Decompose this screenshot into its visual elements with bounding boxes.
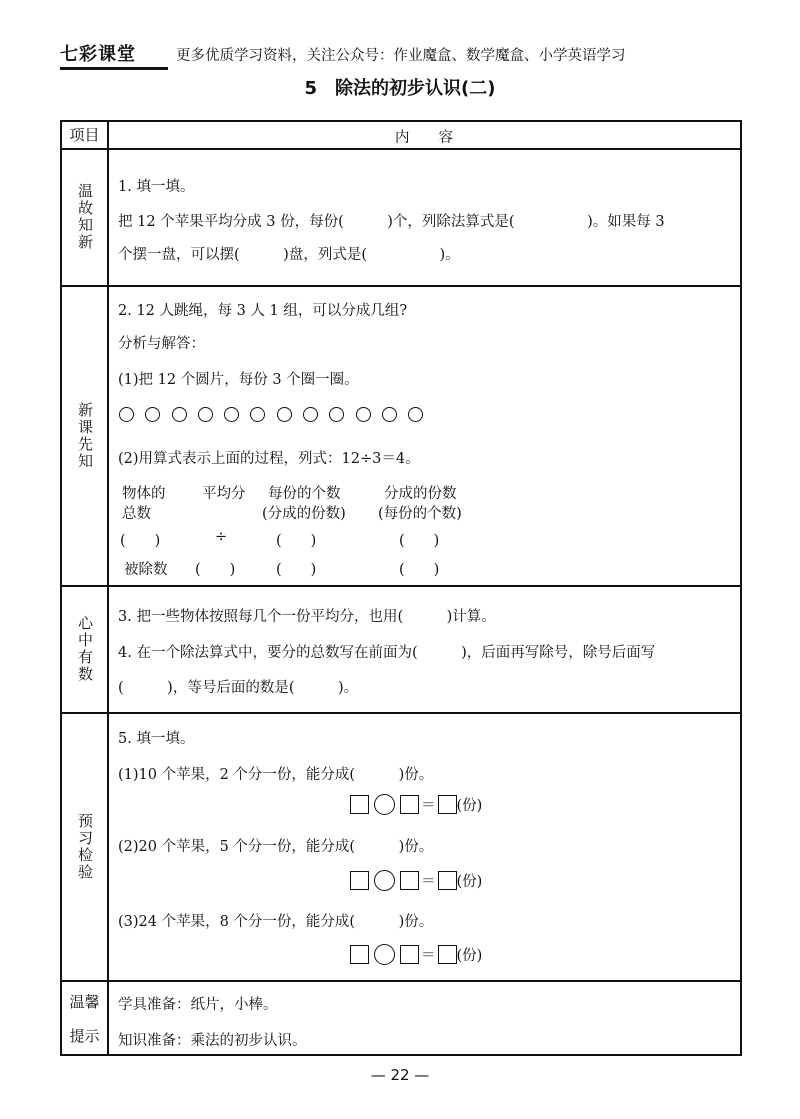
section-label-yuxi bbox=[62, 713, 107, 980]
row-divider bbox=[62, 712, 740, 714]
operator-circle[interactable] bbox=[374, 870, 395, 891]
answer-box[interactable] bbox=[400, 945, 419, 964]
unit-label: (份) bbox=[456, 798, 483, 814]
blank-divisor-2: ( ) bbox=[276, 562, 317, 578]
tip-materials: 学具准备：纸片，小棒。 bbox=[118, 997, 278, 1013]
section-label-wenxin bbox=[62, 981, 107, 1056]
paper-circle[interactable] bbox=[145, 407, 160, 422]
equals-sign: ＝ bbox=[421, 798, 436, 814]
question-5-title: 5. 填一填。 bbox=[118, 731, 195, 747]
label-equal-share: 平均分 bbox=[202, 486, 246, 502]
question-2-title: 2. 12 人跳绳，每 3 人 1 组，可以分成几组? bbox=[118, 303, 408, 319]
analysis-label: 分析与解答： bbox=[118, 336, 205, 352]
label-dividend: 被除数 bbox=[124, 562, 168, 578]
header-slogan: 更多优质学习资料，关注公众号：作业魔盒、数学魔盒、小学英语学习 bbox=[176, 48, 626, 64]
equation-2 bbox=[350, 870, 482, 891]
paper-circle[interactable] bbox=[303, 407, 318, 422]
answer-box[interactable] bbox=[350, 871, 369, 890]
label-per-share: 每份的个数 bbox=[268, 486, 341, 502]
question-4-line-1: 4. 在一个除法算式中，要分的总数写在前面为( )，后面再写除号，除号后面写 bbox=[118, 645, 656, 661]
equals-sign: ＝ bbox=[421, 874, 436, 890]
paper-circle[interactable] bbox=[356, 407, 371, 422]
section-label-text: 心中有数 bbox=[76, 615, 94, 683]
row-divider bbox=[62, 148, 740, 150]
equals-sign: ＝ bbox=[421, 948, 436, 964]
divide-sign: ÷ bbox=[215, 529, 228, 545]
unit-label: (份) bbox=[456, 874, 483, 890]
answer-box[interactable] bbox=[438, 795, 457, 814]
paper-circle[interactable] bbox=[382, 407, 397, 422]
row-divider bbox=[62, 285, 740, 287]
paper-circle[interactable] bbox=[250, 407, 265, 422]
blank-divisor: ( ) bbox=[195, 562, 236, 578]
label-per-share-2: (分成的份数) bbox=[262, 506, 346, 522]
equation-3 bbox=[350, 944, 482, 965]
paper-circle[interactable] bbox=[408, 407, 423, 422]
section-label-text: 温故知新 bbox=[76, 183, 94, 251]
question-5-part-1: (1)10 个苹果，2 个分一份，能分成( )份。 bbox=[118, 767, 434, 783]
column-divider bbox=[107, 122, 109, 1054]
blank-per-share: ( ) bbox=[276, 533, 317, 549]
section-label-text: 温馨提示 bbox=[69, 992, 100, 1045]
operator-circle[interactable] bbox=[374, 944, 395, 965]
question-1-title: 1. 填一填。 bbox=[118, 179, 195, 195]
answer-box[interactable] bbox=[350, 795, 369, 814]
question-1-line-2: 个摆一盘，可以摆( )盘，列式是( )。 bbox=[118, 247, 460, 263]
blank-total: ( ) bbox=[120, 533, 161, 549]
section-label-text: 预习检验 bbox=[76, 812, 94, 881]
section-label-xinzhong bbox=[62, 586, 107, 712]
blank-share-count: ( ) bbox=[399, 533, 440, 549]
brand-logo bbox=[60, 40, 168, 70]
page-number: — 22 — bbox=[370, 1066, 430, 1084]
blank-quotient: ( ) bbox=[399, 562, 440, 578]
unit-label: (份) bbox=[456, 948, 483, 964]
row-divider bbox=[62, 585, 740, 587]
label-total-2: 总数 bbox=[122, 506, 151, 522]
question-1-line-1: 把 12 个苹果平均分成 3 份，每份( )个，列除法算式是( )。如果每 3 bbox=[118, 214, 665, 230]
row-divider bbox=[62, 980, 740, 982]
label-share-count-2: (每份的个数) bbox=[378, 506, 462, 522]
operator-circle[interactable] bbox=[374, 794, 395, 815]
tip-knowledge: 知识准备：乘法的初步认识。 bbox=[118, 1033, 307, 1049]
paper-circle[interactable] bbox=[277, 407, 292, 422]
column-header-item: 项目 bbox=[69, 125, 100, 144]
section-label-xinke bbox=[62, 286, 107, 585]
answer-box[interactable] bbox=[400, 795, 419, 814]
paper-circle[interactable] bbox=[224, 407, 239, 422]
answer-box[interactable] bbox=[438, 945, 457, 964]
paper-circle[interactable] bbox=[198, 407, 213, 422]
question-5-part-3: (3)24 个苹果，8 个分一份，能分成( )份。 bbox=[118, 914, 434, 930]
answer-box[interactable] bbox=[350, 945, 369, 964]
paper-circle[interactable] bbox=[119, 407, 134, 422]
section-label-text: 新课先知 bbox=[76, 401, 94, 470]
paper-circle[interactable] bbox=[329, 407, 344, 422]
label-share-count: 分成的份数 bbox=[384, 486, 457, 502]
page-title: 5 除法的初步认识(二) bbox=[304, 78, 496, 99]
step-1-text: (1)把 12 个圆片，每份 3 个圈一圈。 bbox=[118, 372, 359, 388]
column-header-content: 内 容 bbox=[395, 130, 453, 146]
circle-row bbox=[119, 404, 435, 423]
answer-box[interactable] bbox=[438, 871, 457, 890]
equation-1 bbox=[350, 794, 482, 815]
question-4-line-2: ( )，等号后面的数是( )。 bbox=[118, 680, 359, 696]
answer-box[interactable] bbox=[400, 871, 419, 890]
paper-circle[interactable] bbox=[172, 407, 187, 422]
logo-text: 七彩课堂 bbox=[60, 44, 136, 65]
label-total: 物体的 bbox=[122, 486, 166, 502]
section-label-wengu bbox=[62, 149, 107, 285]
question-5-part-2: (2)20 个苹果，5 个分一份，能分成( )份。 bbox=[118, 839, 434, 855]
step-2-text: (2)用算式表示上面的过程，列式：12÷3＝4。 bbox=[118, 451, 420, 467]
worksheet-table bbox=[60, 120, 742, 1056]
logo-underline bbox=[60, 67, 168, 70]
question-3: 3. 把一些物体按照每几个一份平均分，也用( )计算。 bbox=[118, 609, 496, 625]
